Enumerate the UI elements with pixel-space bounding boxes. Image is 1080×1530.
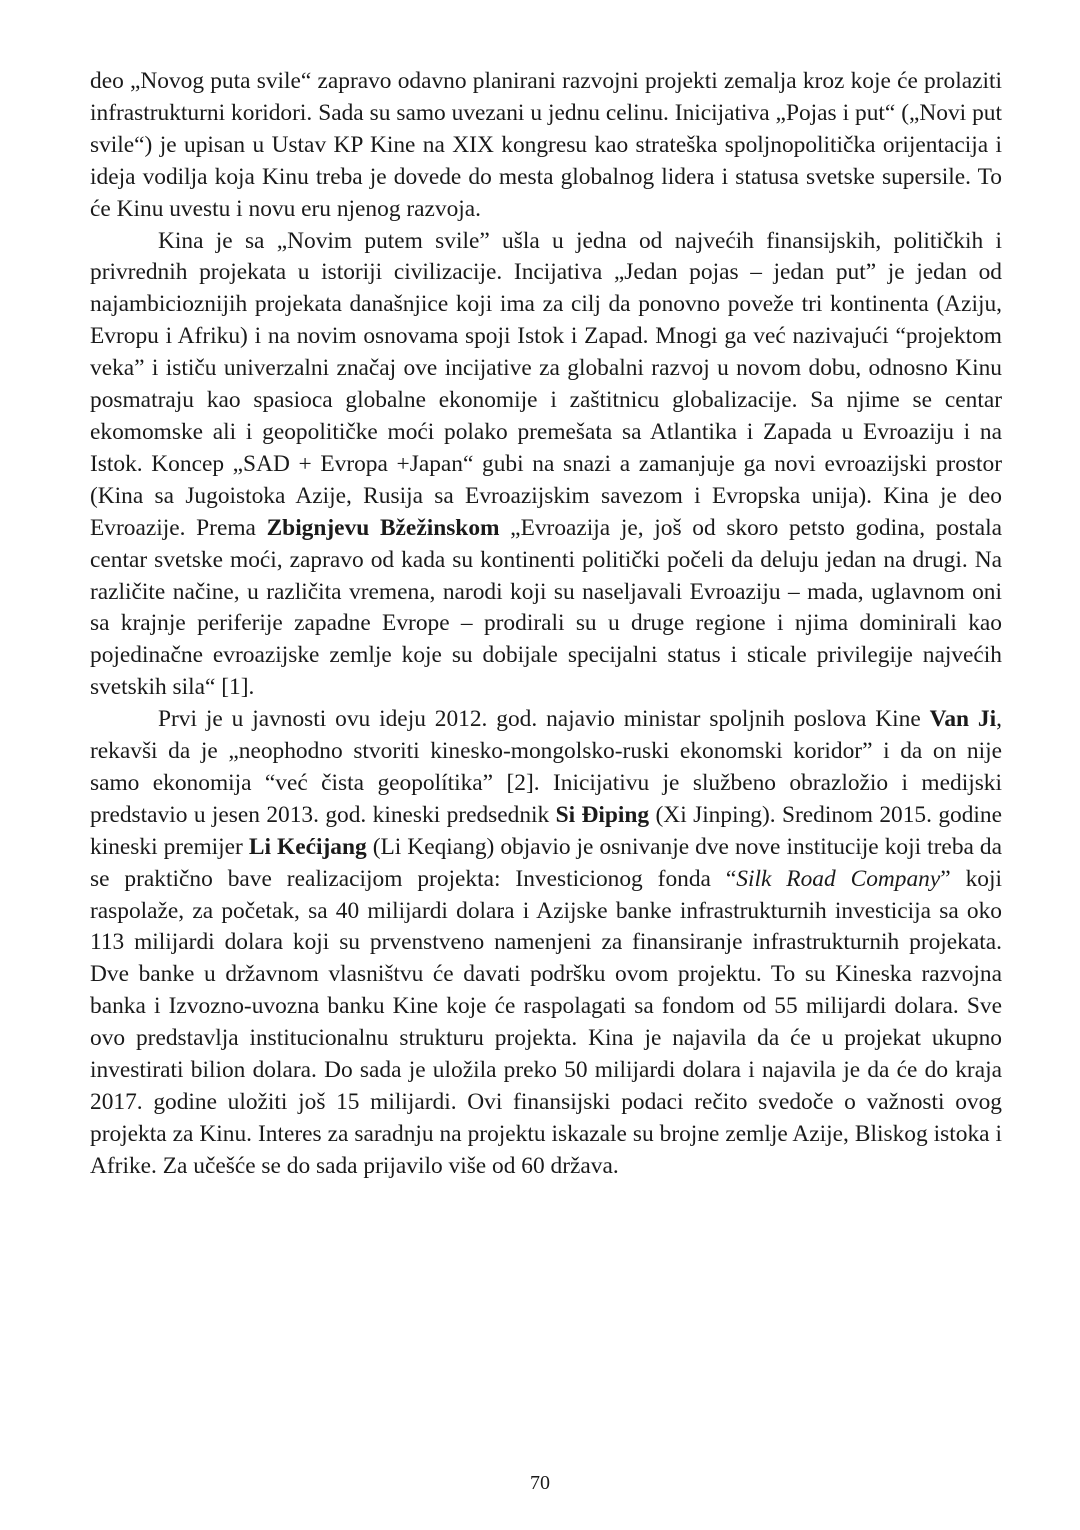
paragraph-2-text-b: „Evroazija je, još od skoro petsto godina, postala centar svetske moći, zapravo od kada su kontinenti politički počeli da deluju jedan na drugi. Na različite načine, u različita vremena, narodi koji su naseljavali Evroaziju – mada, uglavnom oni sa krajnje periferije zapadne Evrope – prodirali su u druge regione i njima dominirali kao pojedinačne evroazijske zemlje koje su dobijale specijalni status i sticale privilegije najvećih svetskih sila“ [1]. — [90, 514, 1002, 701]
paragraph-3-text-c: (Xi Jinping). Sredinom 2015. godine kineski premijer — [90, 801, 1003, 860]
person-name-van-ji: Van Ji — [929, 706, 997, 733]
paragraph-3-text-a: Prvi je u javnosti ovu ideju 2012. god. najavio ministar spoljnih poslova Kine — [158, 706, 930, 733]
page-body — [90, 66, 1002, 1183]
paragraph-3-text-e: ” koji raspolaže, za početak, sa 40 milijardi dolara i Azijske banke infrastrukturnih investicija sa oko 113 milijardi dolara koji su prvenstveno namenjeni za finansiranje infrastrukturnih projekata. Dve banke u državnom vlasništvu će davati podršku ovom projektu. To su Kineska razvojna banka i Izvozno-uvozna banku Kine koje će raspolagati sa fondom od 55 milijardi dolara. Sve ovo predstavlja institucionalnu strukturu projekta. Kina je najavila da će u projekat ukupno investirati bilion dolara. Do sada je uložila preko 50 milijardi dolara i najavila je da će do kraja 2017. godine uložiti još 15 milijardi. Ovi finansijski podaci rečito svedoče o važnosti ovog projekta za Kinu. Interes za saradnju na projektu iskazale su brojne zemlje Azije, Bliskog istoka i Afrike. Za učešće se do sada prijavilo više od 60 država. — [90, 865, 1002, 1179]
person-name-bzezinski: Zbignjevu Bžežinskom — [266, 514, 500, 541]
person-name-li-kecijang: Li Kećijang — [248, 833, 367, 860]
page-number: 70 — [530, 1472, 550, 1494]
paragraph-3 — [90, 704, 1002, 1183]
paragraph-1 — [90, 66, 1002, 226]
paragraph-3-text-b: , rekavši da je „neophodno stvoriti kinesko-mongolsko-ruski ekonomski koridor” i da on nije samo ekonomija “već čista geopolítika” [2]. Inicijativu je službeno obrazložio i medijski predstavio u jesen 2013. god. kineski predsednik — [90, 706, 1002, 828]
paragraph-3-text-d: (Li Keqiang) objavio je osnivanje dve nove institucije koji treba da se praktično bave realizacijom projekta: Investicionog fonda “ — [90, 833, 1002, 892]
paragraph-2-text-a: Kina je sa „Novim putem svile” ušla u jedna od najvećih finansijskih, političkih i privrednih projekata u istoriji civilizacije. Incijativa „Jedan pojas – jedan put” je jedan od najambicioznijih projekata današnjice koji ima za cilj da ponovno poveže tri kontinenta (Aziju, Evropu i Afriku) i na novim osnovama spoji Istok i Zapad. Mnogi ga već nazivajući “projektom veka” i ističu univerzalni značaj ove incijative za globalni razvoj u novom dobu, odnosno Kinu posmatraju kao spasioca globalne ekonomije i zaštitnicu globalizacije. Sa njime se centar ekomomske ali i geopolitičke moći polako premešata sa Atlantika i Zapada u Evroaziju i na Istok. Koncep „SAD + Evropa +Japan“ gubi na snazi a zamanjuje ga novi evroazijski prostor (Kina sa Jugoistoka Azije, Rusija sa Evroazijskim savezom i Evropska unija). Kina je deo Evroazije. Prema — [90, 227, 1002, 541]
paragraph-2 — [90, 226, 1002, 705]
paragraph-1-text: deo „Novog puta svile“ zapravo odavno planirani razvojni projekti zemalja kroz koje će prolaziti infrastrukturni koridori. Sada su samo uvezani u jednu celinu. Inicijativa „Pojas i put“ („Novi put svile“) je upisan u Ustav KP Kine na XIX kongresu kao strateška spoljnopolitička orijentacija i ideja vodilja koja Kinu treba je dovede do mesta globalnog lidera i statusa svetske supersile. To će Kinu uvestu i novu eru njenog razvoja. — [90, 68, 1002, 222]
person-name-si-diping: Si Điping — [555, 801, 650, 828]
company-name-italic: Silk Road Company — [736, 865, 941, 892]
